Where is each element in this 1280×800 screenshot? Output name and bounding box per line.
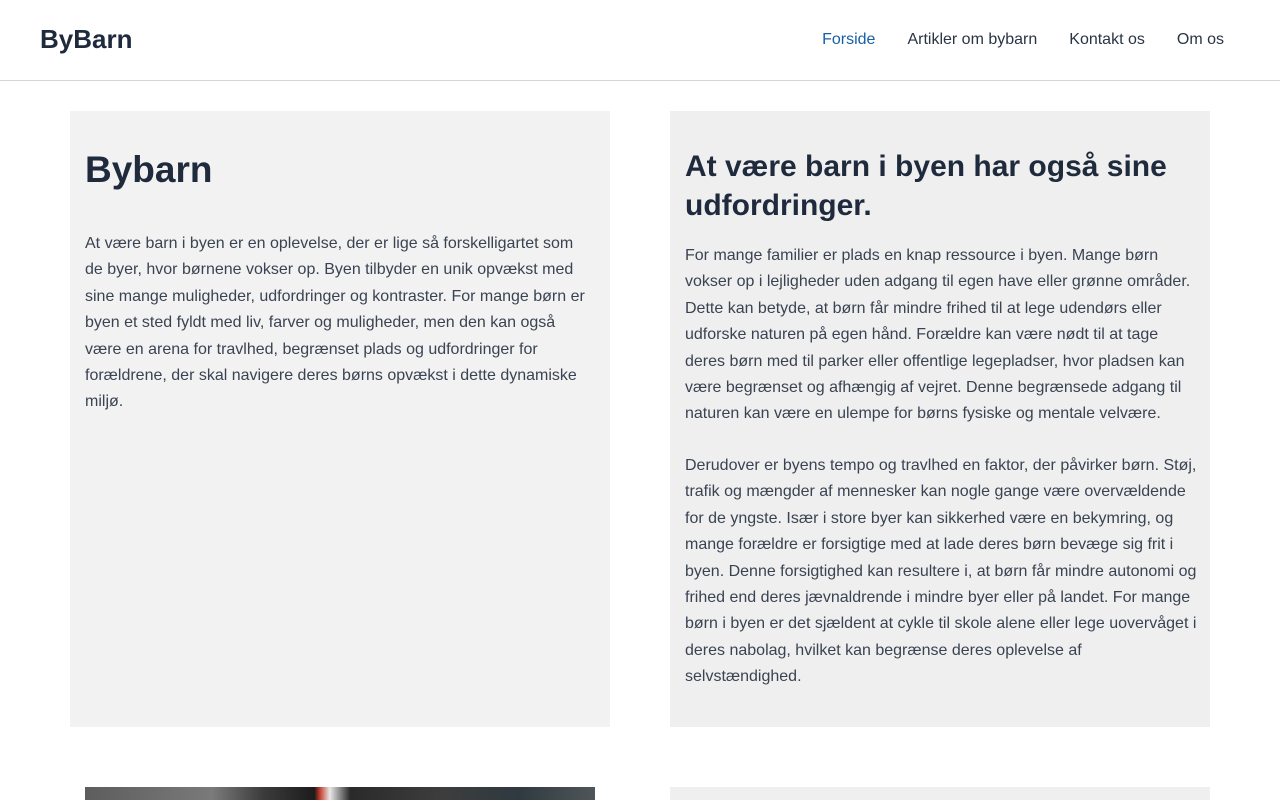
nav-item-artikler[interactable]: Artikler om bybarn	[907, 31, 1038, 48]
next-card	[670, 787, 1210, 800]
challenges-paragraph-2: Derudover er byens tempo og travlhed en faktor, der påvirker børn. Støj, trafik og mængder af mennesker kan nogle gange være overvældende for de yngste. Især i store byer kan sikkerhed være en bekymring, og mange forældre er forsigtige med at lade deres børn bevæge sig frit i byen. Denne forsigtighed kan resultere i, at børn får mindre autonomi og frihed end deres jævnaldrende i mindre byer eller på landet. For mange børn i byen er det sjældent at cykle til skole alene eller lege uovervåget i deres nabolag, hvilket kan begrænse deres oplevelse af selvstændighed.	[685, 457, 1197, 686]
intro-card	[70, 111, 610, 727]
main-nav	[822, 31, 1224, 49]
challenges-card	[670, 111, 1210, 727]
nav-item-forside[interactable]: Forside	[822, 31, 876, 48]
nav-item-kontakt[interactable]: Kontakt os	[1069, 31, 1145, 48]
nav-item-om-os[interactable]: Om os	[1176, 31, 1224, 48]
intro-title: Bybarn	[85, 149, 213, 190]
article-image	[85, 787, 595, 800]
brand-logo[interactable]: ByBarn	[40, 24, 133, 54]
challenges-title: At være barn i byen har også sine udfordringer.	[685, 150, 1167, 222]
site-header	[0, 0, 1280, 81]
intro-text: At være barn i byen er en oplevelse, der er lige så forskelligartet som de byer, hvor børnene vokser op. Byen tilbyder en unik opvækst med sine mange muligheder, udfordringer og kontraster. For mange børn er byen et sted fyldt med liv, farver og muligheder, men den kan også være en arena for travlhed, begrænset plads og udfordringer for forældrene, der skal navigere deres børns opvækst i dette dynamiske miljø.	[85, 235, 585, 411]
challenges-paragraph-1: For mange familier er plads en knap ressource i byen. Mange børn vokser op i lejligheder uden adgang til egen have eller grønne områder. Dette kan betyde, at børn får mindre frihed til at lege udendørs eller udforske naturen på egen hånd. Forældre kan være nødt til at tage deres børn med til parker eller offentlige legepladser, hvor pladsen kan være begrænset og afhængig af vejret. Denne begrænsede adgang til naturen kan være en ulempe for børns fysiske og mentale velvære.	[685, 247, 1191, 423]
